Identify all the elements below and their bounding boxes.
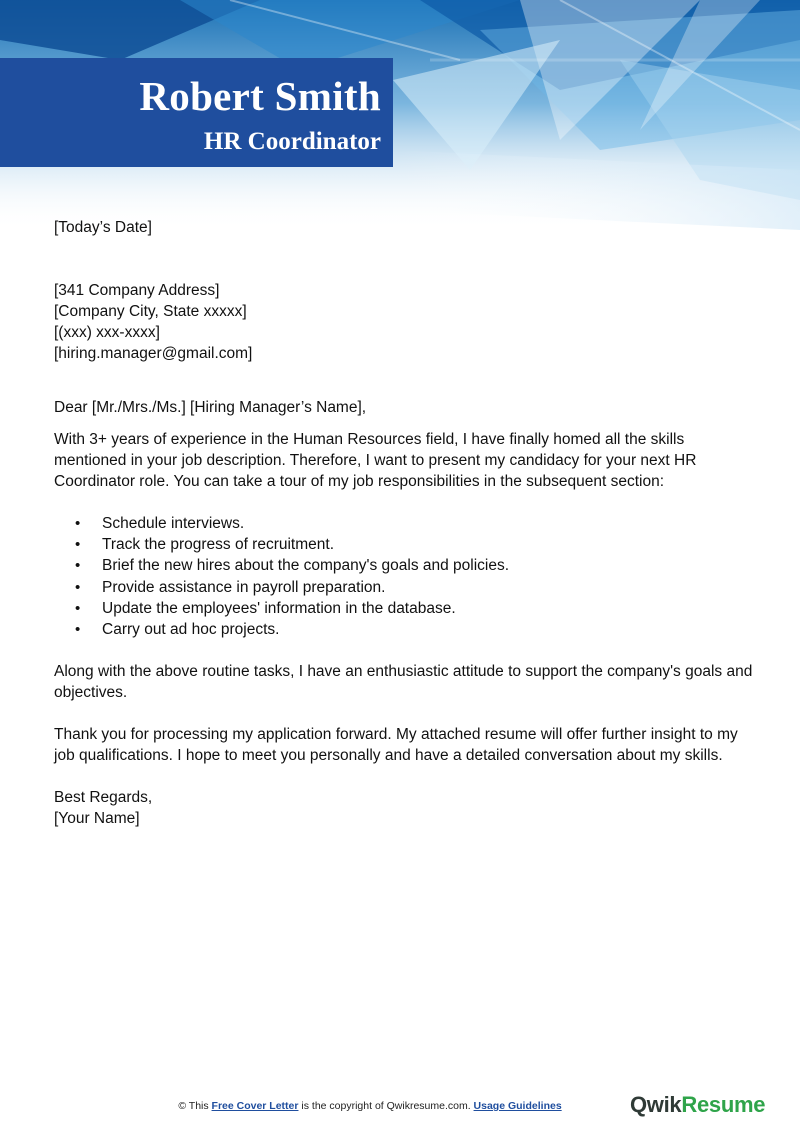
address-line: [(xxx) xxx-xxxx] bbox=[54, 324, 160, 341]
name-title-box bbox=[0, 58, 393, 167]
list-item: • Track the progress of recruitment. bbox=[102, 534, 754, 555]
footer-prefix: © This bbox=[178, 1100, 212, 1112]
address-line: [341 Company Address] bbox=[54, 282, 220, 299]
logo-part-qwik: Qwik bbox=[630, 1092, 682, 1117]
footer-middle: is the copyright of Qwikresume.com. bbox=[298, 1100, 474, 1112]
duties-list bbox=[54, 513, 754, 640]
signature-name: [Your Name] bbox=[54, 810, 140, 828]
qwikresume-logo[interactable] bbox=[630, 1092, 765, 1118]
copyright-footer bbox=[0, 1100, 740, 1112]
recipient-address-block bbox=[54, 280, 754, 364]
usage-guidelines-link[interactable]: Usage Guidelines bbox=[473, 1100, 562, 1112]
list-item: • Update the employees' information in the database. bbox=[102, 598, 754, 619]
applicant-job-title: HR Coordinator bbox=[203, 128, 381, 155]
list-item: • Carry out ad hoc projects. bbox=[102, 619, 754, 640]
logo-part-resume: Resume bbox=[681, 1092, 766, 1117]
list-item: • Schedule interviews. bbox=[102, 513, 754, 534]
address-line: [Company City, State xxxxx] bbox=[54, 303, 247, 320]
applicant-name: Robert Smith bbox=[139, 73, 381, 119]
list-item: • Provide assistance in payroll preparation. bbox=[102, 577, 754, 598]
free-cover-letter-link[interactable]: Free Cover Letter bbox=[211, 1100, 299, 1112]
closing-phrase: Best Regards, bbox=[54, 789, 153, 807]
signature-block bbox=[54, 787, 754, 829]
salutation: Dear [Mr./Mrs./Ms.] [Hiring Manager’s Name], bbox=[54, 399, 367, 416]
address-line: [hiring.manager@gmail.com] bbox=[54, 345, 253, 362]
letter-body bbox=[54, 217, 754, 829]
intro-paragraph: With 3+ years of experience in the Human Resources field, I have finally homed all the skills mentioned in your job description. Therefore, I want to present my candidacy for your next HR Coordinator role. You can take a tour of my job responsibilities in the subsequent section: bbox=[54, 431, 697, 490]
closing-paragraph: Thank you for processing my application forward. My attached resume will offer further insight to my job qualifications. I hope to meet you personally and have a detailed conversation about my skills. bbox=[54, 726, 738, 765]
list-item: • Brief the new hires about the company's goals and policies. bbox=[102, 555, 754, 576]
letter-date: [Today’s Date] bbox=[54, 219, 152, 236]
body-paragraph: Along with the above routine tasks, I have an enthusiastic attitude to support the company's goals and objectives. bbox=[54, 663, 753, 702]
